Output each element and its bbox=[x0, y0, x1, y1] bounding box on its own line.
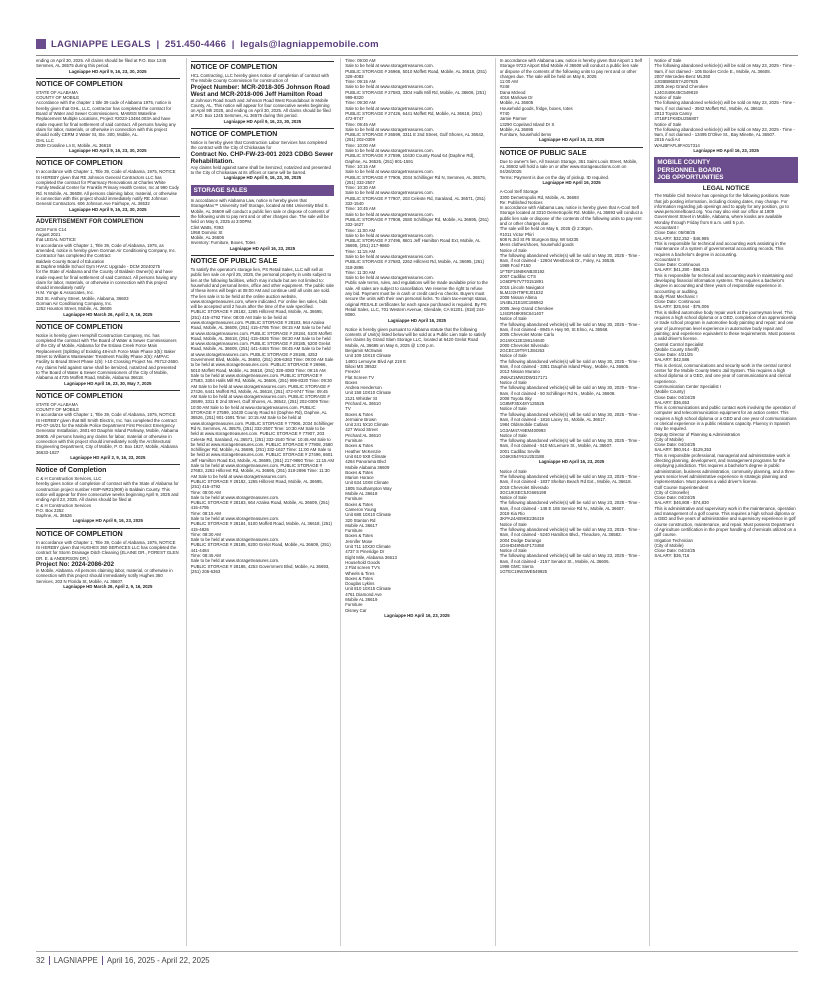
header-email: legals@lagniappemobile.com bbox=[240, 38, 379, 50]
publication-line: Lagniappe HD April 9, 16, 23, 30, 2025 bbox=[223, 118, 302, 124]
column-4 bbox=[495, 58, 644, 946]
notice-body: in Mobile, Alabama. All persons claiming labor, material, or otherwise in connection with this project should immediately notify Hughes 360 Services, 203 N Florida St, Mobile, AL 36607. bbox=[36, 567, 174, 584]
publication-line: Lagniappe HD April 16, 23, 30, May 7, 2025 bbox=[64, 380, 152, 386]
footer-divider bbox=[102, 956, 103, 965]
header-section-label: LAGNIAPPE LEGALS bbox=[51, 38, 151, 50]
notice bbox=[500, 469, 644, 575]
notice bbox=[191, 61, 335, 124]
notice bbox=[36, 390, 180, 460]
page-header: LAGNIAPPE LEGALS | 251.450-4466 | legals@lagniappemobile.com bbox=[36, 38, 798, 50]
column-3 bbox=[340, 58, 489, 946]
publication-line: Lagniappe HD April 9, 16, 23, 30, 2025 bbox=[69, 148, 147, 154]
publication-line: Lagniappe HD April 9, 16, 23, 30, 2025 bbox=[69, 206, 147, 212]
notice-body: Time: 09:00 AM Sale to be held at www.storagetreasures.com. PUBLIC STORAGE # 26966, 5010 Moffett Road, Mobile, AL 36618, (251) 328-4083 Time: 09:15 AM Sale to be held at www.storagetreasures.com. PUBLIC STORAGE # 27583, 3304 Halls Mill Rd, Mobile, AL 36606, (251) 999-8320 Time: 09:30 AM Sale to be held at www.storagetreasures.com. PUBLIC STORAGE # 27426, 6441 Moffett Rd, Mobile, AL 36618, (251) 472-9747 Time: 09:45 AM Sale to be held at www.storagetreasures.com. PUBLIC STORAGE # 26599, 3311 E 2nd Street, Gulf Shores, AL 36542, (251) 202-0309 Time: 10:00 AM Sale to be held at www.storagetreasures.com. PUBLIC STORAGE # 27599, 10430 County Road 64 (Daphne Rd), Daphne, AL 36526, (251) 901-1591 Time: 10:15 AM Sale to be held at www.storagetreasures.com. PUBLIC STORAGE # 77906, 2034 Schillinger Rd N, Semmes, AL 36575, (251) 332-2507 Time: 10:30 AM Sale to be held at www.storagetreasures.com. PUBLIC STORAGE # 77907, 203 Celeste Rd, Saraland, AL 36571, (251) 332-1540 Time: 10:45 AM Sale to be held at www.storagetreasures.com. PUBLIC STORAGE # 77908, 2580 Schillinger Rd, Mobile, AL 36695, (251) 332-1627 Time: 11:00 AM Sale to be held at www.storagetreasures.com. PUBLIC STORAGE # 27496, 8601 Jeff Hamilton Road Ext, Mobile, AL 36695, (251) 217-9860 Time: 11:15 AM Sale to be held at www.storagetreasures.com. PUBLIC STORAGE # 27683, 2262 Hillcrest Rd, Mobile, AL 36695, (251) 318-2896 Time: 11:30 AM Sale to be held at www.storagetreasures.com. Public sale terms, rules, and regulations will be made available prior to the sale. All sales are subject to cancellation. We reserve the right to refuse any bid. Payment must be in cash or credit card-no checks. Buyers must secure the units with their own personal locks. To claim tax-exempt status, original RESALE certificates for each space purchased is required. By PS Retail Sales, LLC, 701 Western Avenue, Glendale, CA 91201. (818) 244-8080. bbox=[345, 58, 489, 318]
notice-body: at Johnson Road South and Johnson Road West Roundabout in Mobile County, AL. This notice will appear for four consecutive weeks beginning on April 9th 2025, and ending on April 30, 2025. All claims should be filed at P.O. Box 1245 Semmes, AL 36575 during this period. bbox=[190, 97, 332, 119]
legal-notice-heading: LEGAL NOTICE bbox=[702, 185, 750, 193]
notice bbox=[654, 58, 798, 153]
publication-line: Lagniappe HD April 16, 2025 bbox=[542, 179, 601, 185]
footer-dates: April 16, 2025 - April 22, 2025 bbox=[106, 955, 210, 965]
notice-title: ADVERTISEMENT FOR COMPLETION bbox=[36, 216, 180, 226]
publication-line: Lagniappe HD March 26, April 2, 9, 16, 2025 bbox=[63, 583, 153, 589]
notice-body: In accordance with Chapter 1, Title 39, Code of Alabama, 1975, NOTICE IS HEREBY given that HUGHES 360 SERVICES LLC has completed the contract for Storm Drainage Ditch Cleaning (ELAINE DR., FOREST GLEN DR. E. & ANDERSON DR.) bbox=[36, 539, 180, 561]
notice-body: ending on April 30, 2025. All claims should be filed at P.O. Box 1245 Semmes, AL 36575 during this period. bbox=[36, 58, 168, 69]
contract-number: Contract No. CHP-FW-23-001 2023 CDBG Sewer Rehabilitation. bbox=[190, 150, 334, 165]
column-1 bbox=[36, 58, 180, 946]
column-2 bbox=[186, 58, 335, 946]
notice-title: Notice of Completion bbox=[36, 464, 180, 475]
notice-body: To satisfy the operator's storage lien, PS Retail Sales, LLC will sell at public lien sale on April 25, 2025, the personal property in units subject to lien at the following facilities, which may include but are not limited to: household and personal items, office and other equipment. The public sale of these items will begin at 08:00 AM and continue until all units are sold. The lien sale is to be held at the online auction website, www.storagetreasures.com, where indicated. For online lien sales, bids will be accepted until 2 hours after the time of the sale specified. PUBLIC STORAGE # 28182, 1265 Hillcrest Road, Mobile, AL 36695, (251) 415-4792 Time: 08:00 AM Sale to be held at www.storagetreasures.com. PUBLIC STORAGE # 28183, 664 Azalea Road, Mobile, AL 36609, (251) 415-4795 Time: 08:15 AM Sale to be held at www.storagetreasures.com. PUBLIC STORAGE # 28184, 5100 Moffett Road, Mobile, AL 36618, (251) 415-4826 Time: 08:30 AM Sale to be held at www.storagetreasures.com. PUBLIC STORAGE # 28185, 6200 Grelot Road, Mobile, AL 36609, (251) 441-4484 Time: 08:45 AM Sale to be held at www.storagetreasures.com. PUBLIC STORAGE # 28186, 4253 Government Blvd, Mobile, AL 36693, (251) 206-6363 Time: 09:00 AM Sale to be held at www.storagetreasures.com. PUBLIC STORAGE # 26966, 5010 Moffett Road, Mobile, AL 36618, (251) 328-4083 Time: 09:15 AM Sale to be held at www.storagetreasures.com. PUBLIC STORAGE # 27583, 3304 Halls Mill Rd, Mobile, AL 36606, (251) 999-8320 Time: 09:30 AM Sale to be held at www.storagetreasures.com. PUBLIC STORAGE # 27426, 6441 Moffett Rd, Mobile, AL 36618, (251) 472-9747 Time: 09:45 AM Sale to be held at www.storagetreasures.com. PUBLIC STORAGE # 26599, 3311 E 2nd Street, Gulf Shores, AL 36542, (251) 202-0309 Time: 10:00 AM Sale to be held at www.storagetreasures.com. PUBLIC STORAGE # 27599, 10430 County Road 64 (Daphne Rd), Daphne, AL 36526, (251) 901-1591 Time: 10:15 AM Sale to be held at www.storagetreasures.com. PUBLIC STORAGE # 77906, 2034 Schillinger Rd N, Semmes, AL 36575, (251) 332-2507 Time: 10:30 AM Sale to be held at www.storagetreasures.com. PUBLIC STORAGE # 77907, 203 Celeste Rd, Saraland, AL 36571, (251) 332-1540 Time: 10:45 AM Sale to be held at www.storagetreasures.com. PUBLIC STORAGE # 77908, 2580 Schillinger Rd, Mobile, AL 36695, (251) 332-1627 Time: 11:00 AM Sale to be held at www.storagetreasures.com. PUBLIC STORAGE # 27496, 8601 Jeff Hamilton Road Ext, Mobile, AL 36695, (251) 217-9860 Time: 11:15 AM Sale to be held at www.storagetreasures.com. PUBLIC STORAGE # 27683, 2262 Hillcrest Rd, Mobile, AL 36695, (251) 318-2896 Time: 11:30 AM Sale to be held at www.storagetreasures.com. PUBLIC STORAGE # 28182, 1265 Hillcrest Road, Mobile, AL 36695, (251) 415-4792 Time: 08:00 AM Sale to be held at www.storagetreasures.com. PUBLIC STORAGE # 28183, 664 Azalea Road, Mobile, AL 36609, (251) 415-4795 Time: 08:15 AM Sale to be held at www.storagetreasures.com. PUBLIC STORAGE # 28184, 5100 Moffett Road, Mobile, AL 36618, (251) 415-4826 Time: 08:30 AM Sale to be held at www.storagetreasures.com. PUBLIC STORAGE # 28185, 6200 Grelot Road, Mobile, AL 36609, (251) 441-4484 Time: 08:45 AM Sale to be held at www.storagetreasures.com. PUBLIC STORAGE # 28186, 4253 Government Blvd, Mobile, AL 36693, (251) 206-6363 bbox=[190, 267, 334, 574]
header-color-block bbox=[36, 39, 46, 49]
legals-columns bbox=[36, 58, 798, 946]
notice-body: Notice of Sale The following abandoned vehicle(s) will be sold on May 23, 2025 - Time - 9am, if not claimed - 1837 Shelton Beach Rd Ext., Mobile, AL 36618. 2018 Chevrolet Silverado 3GCUKSEC5JG665198 Notice of Sale The following abandoned vehicle(s) will be sold on May 23, 2025 - Time - 9am, if not claimed - 148 E 165 Service Rd N., Mobile, AL 36607. 2019 Kia Rio 3KPA24AB9KE236419 Notice of Sale The following abandoned vehicle(s) will be sold on May 23, 2025 - Time - 9am, if not claimed - 5240 Hamilton Blvd., Theodore, AL 36582. 2004 Dodge Durango 1D4HD48N54F173458 Notice of Sale The following abandoned vehicle(s) will be sold on May 23, 2025 - Time - 9am, if not claimed - 2157 Senator St., Mobile, AL 36606. 1998 GMC Sierra 1GTEC19W3WE549925 bbox=[499, 468, 641, 575]
notice-body: C & H Construction Services, LLC hereby gives notice of completion of contract with the State of Alabama for construction project number HSIP-NR21(909) in Baldwin County. This notice will appear for three consecutive weeks beginning April 9, 2025 and ending April 23, 2025. All claims should be filed at C & H Construction Services P.O. Box 2252 Daphne, AL 36526 bbox=[36, 476, 179, 519]
notice bbox=[36, 216, 180, 317]
notice-body: Notice of Sale The following abandoned vehicle(s) will be sold on May 23, 2025 - Time - 9am, if not claimed - 105 Border Circle E., Mobile, AL 36608. 2007 Mercedes-Benz ML350 4JGBB86E57A207925 2005 Jeep Grand Cherokee 1J4GS48K45C549819 Notice of Sale The following abandoned vehicle(s) will be sold on May 23, 2025 - Time - 9am, if not claimed - 3942 Moffett Rd., Mobile, AL 36618. 2013 Toyota Camry 4T1BF1FK8DU256807 Notice of Sale The following abandoned vehicle(s) will be sold on May 23, 2025 - Time - 9am, if not claimed - 13495 D'Olive St., Bay Minette, AL 36507. 2015 Audi A4 WAUBFAFL9FA017314 bbox=[654, 58, 795, 148]
notice-body: Due to owner's lien, All Season Storage, 361 Saint Louis Street, Mobile, AL 36602 will hold a sale on or after www.storageauctions.com on 04/26/2025 Terms: Payment is due on the day of pickup. ID required. bbox=[499, 158, 638, 180]
publication-line: Lagniappe HD April 16, 23, 2025 bbox=[229, 245, 296, 251]
notice-title: NOTICE OF COMPLETION bbox=[36, 157, 180, 168]
notice-body: STATE OF ALABAMA COUNTY OF MOBILE In accordance with Chapter 1, Title 39, Code of Alabama, 1975, NOTICE IS HEREBY given that Bill Smith Electric, Inc. has completed the contract PD-07-16/21 for the Mobile Police Department First Precinct Emergency Generator Installation, 2601-60 Dauphin Island Parkway, Mobile, Alabama 36605. All persons having any claims for labor, material or otherwise in connection with this project should immediately notify the Architectural Engineering Department, City of Mobile, P. O. Box 1827, Mobile, Alabama 36633-1827 bbox=[36, 401, 179, 455]
project-number: Project No: 2024-2086-202 bbox=[36, 560, 115, 568]
publication-line: Lagniappe HD April 16, 23, 2025 bbox=[384, 612, 450, 618]
notice-title: NOTICE OF COMPLETION bbox=[36, 78, 180, 89]
notice-title: NOTICE OF COMPLETION bbox=[36, 390, 180, 401]
notice bbox=[36, 58, 180, 74]
notice-body: Notice is hereby given Hemphill Construction Company, Inc. has completed the contract with The Board of Water & Sewer Commissioners of the City of Mobile, Alabama for the Eslava Creek Force Main Replacement (Splitting of Existing 48-inch Force Main Phase 3(5): Baker Street to Williams Wastewater Treatment Facility Phase 2(5): AMPAC Facility to Broad Street Phase 1(5): I-10 Crossing Project No. #5712-2650. Any claims held against same shall be itemized, notarized and presented to The Board of Water & Sewer Commissioners of the City of Mobile, Alabama at 4725 Moffett Road, Mobile, Alabama 36618. bbox=[36, 332, 180, 381]
notice-body: Notice is hereby given pursuant to Alabama statute that the following contents of Unit(s) listed below will be sold at a Public Lien Sale to satisfy lien claims by Grand Slam Storage LLC, located at 6420 Grelot Road Mobile, AL 36695 on May 6, 2025 @ 1:00 p.m. Benjamin McSwain Unit 109 10X10 Climate 14801 Lemoyne Blvd Apt 219 E Biloxi MS 39532 Freezer Flat Screen TV Boxes Andrea Henderson Unit 158 10X10 Climate 2121 Whistler St Prichard AL 36610 TV Boxes & Totes Jermaine Brown Unit 241 5X10 Climate 427 Wood Street Prichard AL 36610 Furniture Boxes & Totes Heather McKenzie Unit 610 5X8 Climate 4264 Panorama Blvd Mobile Alabama 36609 Boxes & Totes Marion Horace Unit 634 10X8 Climate 1805 Southampton Way Mobile AL 36618 Furniture Boxes & Totes Cameron Young Unit 688 10X10 Climate 320 Stanton Rd Mobile AL 36617 Furniture Boxes & Totes Jennifer Mose Unit 711 10X20 Climate 4737 S Pineridge Dr Eight Mile, Alabama 36613 Household Goods 2 Flat screen TV's Wheels & Tires Boxes & Totes Douglas Lykins Unit 810 10X15 Climate 4761 Diamond Ave Mobile AL 36619 Furniture Disney Car bbox=[345, 326, 486, 613]
header-phone: 251.450-4466 bbox=[165, 38, 227, 50]
notice bbox=[36, 528, 180, 589]
notice-body: In accordance with Alabama Law, notice is hereby given that Airport 1 Self Storage 9723 Airport Blvd Mobile Al 36608 will conduct a public lien sale or dispose of the contents of the following units to pay rent and or other charges due. The sale will be held on May 6, 2025 11:00 AM #248 Dana Mcleod 4016 Marlowe Dr Mobile, AL 36605 Household goods, fridge, boxes, totes #740 Jamie Parmer 13290 Copeland Island Dr S Mobile, AL 36695 Furniture, household items bbox=[499, 58, 642, 138]
notice-body: Notice is hereby given that Construction Labor Services has completed the contract with the City of Chickasaw for bbox=[190, 140, 329, 151]
notice-title: NOTICE OF COMPLETION bbox=[191, 128, 335, 139]
notice bbox=[500, 58, 644, 143]
notice-body: HCL Contracting, LLC hereby gives notice of completion of contract with The Mobile County Commission for construction of bbox=[190, 73, 331, 84]
notice bbox=[36, 157, 180, 211]
publication-line: Lagniappe HD March 26, April 2, 9, 16, 2025 bbox=[63, 311, 153, 317]
notice-body: Any claims held against same shall be itemized, notarized and presented to the City of Chickasaw at its offices or same will be barred. bbox=[190, 164, 333, 175]
notice-body: A-Cool Self Storage 3300 Demetropolis Rd, Mobile, AL 36693 Re: Published Notices In accordance with Alabama Law, notice is hereby given that A-Cool Self Storage located at 3310 Demetropolis Rd. Mobile, AL 36693 will conduct a public lien sale or dispose of the contents of the following units to pay rent and or other charges due. The sale will be held on May 6, 2025 @ 2:30pm. #1011 Victor Phiri 608 N.3rd St #5 Sturgeon Bay, WI 54235 Mens clothes/shoes, household goods Notice of Sale The following abandoned vehicle(s) will be sold on May 30, 2025 - Time - 9am, if not claimed - 12604 Westbrook Dr., Foley, AL 36535. 1989 Ford F150 1FTEF15N8KNB30192 2007 Cadillac CTS 1G6DP57V770151891 2015 Lincoln Navigator 5LMJJ2HT9FEJ01532 2008 Nissan Altima 1N4BL21E18C186942 2005 Jeep Grand Cherokee 1J4GR48K95C641407 Notice of Sale The following abandoned vehicle(s) will be sold on May 30, 2025 - Time - 9am, if not claimed - 8945 A Hwy 90, St Elmo, AL 36568. 2005 Chevrolet Monte Carlo 2G1WX12E159144640 2000 Chevrolet Silverado 2GCEC19T9Y1384263 Notice of Sale The following abandoned vehicle(s) will be sold on May 30, 2025 - Time - 9am, if not claimed - 3351 Dauphin Island Pkwy., Mobile, AL 36605. 2013 Nissan Murano JN8AZ1MW2DW317171 Notice of Sale The following abandoned vehicle(s) will be sold on May 30, 2025 - Time - 9am, if not claimed - 50 Schillinger Rd N., Mobile, AL 36608. 2008 Toyota Sky 1G8MF35X48Y125525 Notice of Sale The following abandoned vehicle(s) will be sold on May 30, 2025 - Time - 9am, if not claimed - 1816 Lacey St., Mobile, AL 36617. 1984 Oldsmobile Cutlass 1G3AM47A9EM400993 Notice of Sale The following abandoned vehicle(s) will be sold on May 30, 2025 - Time - 9am, if not claimed - 510 McLemore St., Mobile, AL 36607. 2001 Cadillac Seville 1G6KS54Y61U253188 bbox=[499, 189, 643, 460]
notice bbox=[345, 58, 489, 323]
notice-body: In accordance with Chapter 1, Title 39, Code of Alabama, 1975, NOTICE IS HEREBY given that RE Johnson General Contractors LLC has completed the contract for Pharmacy Renovations at Charles White Family Medical Center for Franklin Primary Health Center, Inc at 990 Cody Rd. N Mobile, AL 36608. All persons claiming labor, material, or otherwise in connection with this project should immediately notify RE Johnson General Contractors. 606 Johnson Ave Fairhope, AL 36532 bbox=[36, 169, 181, 207]
page-number: 32 bbox=[36, 955, 45, 965]
footer-publication: LAGNIAPPE bbox=[53, 955, 98, 965]
notice-body: DCM Form C14 August 2021 that LEGAL NOTICE In accordance with Chapter 1, Title 39, Code of Alabama, 1975, as amended, notice is hereby given Gorman Air Conditioning Company, Inc. Contractor has completed the Contract Baldwin County Board of Education at Daphne Middle School Gym HVAC Upgrade - DCM 20240275 for the State of Alabama and the County of Baldwin Owner(s) and have made request for final settlement of said Contract. All persons having any claim for labor, materials, or otherwise in connection with this project should immediately notify H.M. Yonge & Associates, Inc. 253 St. Anthony Street, Mobile, Alabama, 36603 Gorman Air Conditioning Company, Inc. 1252 Houston Street, Mobile, AL 36606 bbox=[36, 226, 177, 312]
notice-title: NOTICE OF PUBLIC SALE bbox=[500, 147, 644, 158]
notice-title: NOTICE OF COMPLETION bbox=[191, 61, 335, 72]
publication-line: Lagniappe HD April 16, 23, 2025 bbox=[693, 148, 759, 154]
notice-title: NOTICE OF COMPLETION bbox=[36, 528, 180, 539]
column-5 bbox=[649, 58, 798, 946]
notice-title: NOTICE OF COMPLETION bbox=[36, 321, 180, 332]
publication-line: Lagniappe HD April 9, 16, 23, 30, 2025 bbox=[69, 68, 147, 74]
notice bbox=[500, 147, 644, 185]
notice-title: NOTICE OF PUBLIC SALE bbox=[191, 255, 335, 266]
publication-line: Lagniappe HD April 16, 2025 bbox=[387, 317, 447, 323]
header-rule bbox=[36, 55, 798, 56]
notice bbox=[654, 193, 798, 558]
publication-line: Lagniappe HD April 9, 16, 23, 2025 bbox=[72, 518, 143, 524]
notice bbox=[36, 464, 180, 524]
notice-body: STATE OF ALABAMA COUNTY OF MOBILE Accordance with the chapter 1 title 39 code of Alabama 1975, notice is hereby given that GHL, LLC, contractor has completed the contract for Board of Water and Sewer Commissioners, MAWSS Waterline Replacement Multiple Locations, Project #2023-13484.003A and have made request for final settlement of said contract. All persons having any claim for labor, materials, or otherwise in connection with this project should notify CERM 2 Water St, Ste. 300, Mobile, AL. GHL LLC 2939 Crossline Ln E, Mobile, AL 36618 bbox=[36, 89, 176, 148]
footer-divider bbox=[49, 956, 50, 965]
section-band-storage-sales: STORAGE SALES bbox=[191, 185, 335, 197]
publication-line: Lagniappe HD April 9, 16, 23, 30, 2025 bbox=[223, 175, 302, 181]
publication-line: Lagniappe HD April 2, 9, 16, 23, 2025 bbox=[70, 454, 146, 460]
project-number: Project Number: MCR-2018-305 Johnson Road West and MCR-2018-006 Jeff Hamilton Road bbox=[190, 83, 330, 98]
publication-line: Lagniappe HD April 16, 23, 2025 bbox=[538, 137, 605, 143]
notice bbox=[36, 78, 180, 154]
notice-body: In accordance with Alabama Law, notice is hereby given that StorageMax™ University Self Storage, located at 684 University Blvd S. Mobile, AL 36609 will conduct a public lien sale or dispose of contents of the following units to pay rent and or other charges due. The sale will be held on May 6, 2025 at 3:00PM. Clint Watts, #393 1958 Dominic St Mobile, AL 36606 Inventory: Furniture, Boxes, Totes bbox=[190, 198, 330, 246]
notice bbox=[345, 327, 489, 618]
notice bbox=[191, 255, 335, 574]
notice bbox=[36, 321, 180, 386]
notice bbox=[191, 128, 335, 180]
publication-line: Lagniappe HD April 16, 23, 2025 bbox=[538, 459, 605, 465]
notice-body: The Mobile Civil Service has openings for the following positions. Note that job posting information, including closing dates, may change. For information regarding job openings and to apply for any position, go to www.personnelboard.org. You may also visit our office at 1809 Government Street in Mobile, Alabama, where kiosks are available Monday through Friday from 8 a.m. until 5 p.m. Accountant I Close Date: 05/08/25 SALARY: $32,252 - $46,985 This is responsible for technical and accounting work assisting in the maintenance of a system of governmental accounting records. This requires a bachelor's degree in accounting. Accountant II Close Date: Continuous SALARY: $41,280 - $96,015 This is responsible for technical and accounting work in maintaining and developing financial information systems. This requires a bachelor's degree in accounting and three years of responsible experience in accounting or auditing. Body Plant Mechanic I Close Date: Continuous SALARY: $25,944 - $75,006 This is skilled automotive body repair work at the journeyman level. This requires a high school diploma or a GED, completion of an apprenticeship or trade school program in automotive body painting and repair; and one year of journeyman level experience in automotive body repair and painting; and experience equivalent to these requirements. Must possess a valid driver's license. Central Control Specialist (Mobile County Sheriff) Close Date: 4/21/25 SALARY: $42,586 This is clerical, communications and security work in the central control center for the Mobile County Metro Jail System. This requires a high school diploma or a GED, and one year of communications and clerical experience. Communication Center Specialist I (Mobile County) Close Date: 04/24/25 SALARY: $36,653 This is communications and public contact work involving the operation of computer and telecommunication equipment for an action center. This requires a high school diploma or a GED and one year of communications or clerical experience in a public relations capacity. Fluency in Spanish may be required. Deputy Director of Planning & Administration (City of Mobile) Close Date: 04/24/25 SALARY: $80,914 - $129,353 This is responsible professional, managerial and administrative work in directing planning, development, and management programs for the employing jurisdiction. This requires a bachelor's degree in public administration, business administration, community planning, and a three years senior level administrative experience in strategic planning and implementation. Must possess a valid driver's license. Golf Course Superintendent (City of Citronelle) Close Date: 04/24/25 SALARY: $46,808 - $74,830 This is administrative and supervisory work in the maintenance, operation and management of a golf course. This requires a high school diploma or a GED and five years of administrative and supervisory experience in golf course construction, maintenance, and repair. Must possess Department of Agriculture certification in the proper handling of chemicals utilized on a golf course. Irrigation Technician (City of Mobile) Close Date: 04/24/25 SALARY: $36,716 bbox=[654, 193, 797, 559]
section-band-job-opportunities: MOBILE COUNTY PERSONNEL BOARD JOB OPPORTUNITIES bbox=[654, 157, 798, 183]
notice bbox=[191, 198, 335, 251]
notice bbox=[500, 189, 644, 464]
page-footer bbox=[36, 951, 798, 965]
